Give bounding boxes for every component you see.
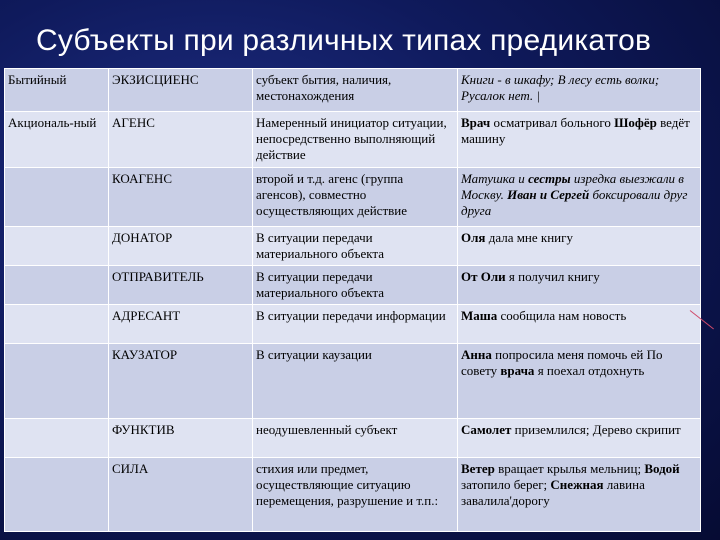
cell-description: В ситуации передачи информации (253, 305, 458, 344)
slide-title: Субъекты при различных типах предикатов (36, 24, 652, 57)
example-segment: приземлился; Дерево скрипит (511, 422, 681, 437)
cell-example (458, 419, 701, 458)
cell-role: АДРЕСАНТ (109, 305, 253, 344)
example-segment: дала мне книгу (485, 230, 573, 245)
cell-role: ДОНАТОР (109, 227, 253, 266)
example-segment: Оли (480, 269, 506, 284)
example-segment: врача (500, 363, 535, 378)
example-segment: Снежная (550, 477, 604, 492)
cell-role: КАУЗАТОР (109, 344, 253, 419)
cell-role: ОТПРАВИТЕЛЬ (109, 266, 253, 305)
cell-type (5, 305, 109, 344)
cell-description: второй и т.д. агенс (группа агенсов), совместно осуществляющих действие (253, 168, 458, 227)
table-row (5, 305, 701, 344)
example-segment: изредка выезжали в Москву. (461, 171, 684, 202)
cell-type (5, 266, 109, 305)
subjects-table-body (5, 69, 701, 532)
table-row (5, 112, 701, 168)
example-segment: Врач (461, 115, 491, 130)
example-segment: От (461, 269, 481, 284)
table-row (5, 227, 701, 266)
table-row (5, 266, 701, 305)
example-segment: Оля (461, 230, 486, 245)
cell-type (5, 168, 109, 227)
cell-description: Намеренный инициатор ситуации, непосредственно выполняющий действие (253, 112, 458, 168)
example-segment: вращает крылья мельниц; (494, 461, 645, 476)
cell-role: АГЕНС (109, 112, 253, 168)
table-row (5, 344, 701, 419)
example-segment: Самолет (461, 422, 512, 437)
cell-role: ЭКЗИСЦИЕНС (109, 69, 253, 112)
example-segment: боксировали друг друга (461, 187, 688, 218)
cell-type (5, 227, 109, 266)
cell-example (458, 112, 701, 168)
cell-type (5, 344, 109, 419)
cell-example (458, 168, 701, 227)
cell-description: субъект бытия, наличия, местонахождения (253, 69, 458, 112)
cell-role: КОАГЕНС (109, 168, 253, 227)
cell-type (5, 458, 109, 532)
table-row (5, 69, 701, 112)
cell-role: СИЛА (109, 458, 253, 532)
cell-type (5, 419, 109, 458)
cell-description: В ситуации передачи материального объекта (253, 266, 458, 305)
example-segment: попросила меня помочь ей По совету (461, 347, 663, 378)
example-segment: Анна (461, 347, 492, 362)
example-segment: Книги - в шкафу; В лесу есть волки; Русалок нет. | (461, 72, 660, 103)
example-segment: Водой (644, 461, 680, 476)
example-segment: затопило берег; (461, 477, 551, 492)
example-segment: сообщила нам новость (497, 308, 627, 323)
cell-example (458, 266, 701, 305)
cell-description: неодушевленный субъект (253, 419, 458, 458)
example-segment: Матушка и (461, 171, 529, 186)
cell-example (458, 227, 701, 266)
cell-example (458, 344, 701, 419)
subjects-table (4, 68, 701, 532)
example-segment: Иван и Сергей (507, 187, 590, 202)
table-row (5, 458, 701, 532)
example-segment: я поехал отдохнуть (534, 363, 645, 378)
example-segment: Шофёр (614, 115, 657, 130)
example-segment: осматривал больного (490, 115, 615, 130)
cell-description: В ситуации передачи материального объекта (253, 227, 458, 266)
cell-example (458, 458, 701, 532)
example-segment: сестры (528, 171, 571, 186)
table-row (5, 419, 701, 458)
example-segment: ведёт машину (461, 115, 690, 146)
example-segment: я получил книгу (505, 269, 600, 284)
cell-role: ФУНКТИВ (109, 419, 253, 458)
example-segment: Ветер (461, 461, 495, 476)
cell-description: В ситуации каузации (253, 344, 458, 419)
table-row (5, 168, 701, 227)
cell-example (458, 69, 701, 112)
cell-type: Акциональ-ный (5, 112, 109, 168)
example-segment: лавина завалила'дорогу (461, 477, 645, 508)
cell-type: Бытийный (5, 69, 109, 112)
example-segment: Маша (461, 308, 498, 323)
cell-example (458, 305, 701, 344)
cell-description: стихия или предмет, осуществляющие ситуацию перемещения, разрушение и т.п.: (253, 458, 458, 532)
